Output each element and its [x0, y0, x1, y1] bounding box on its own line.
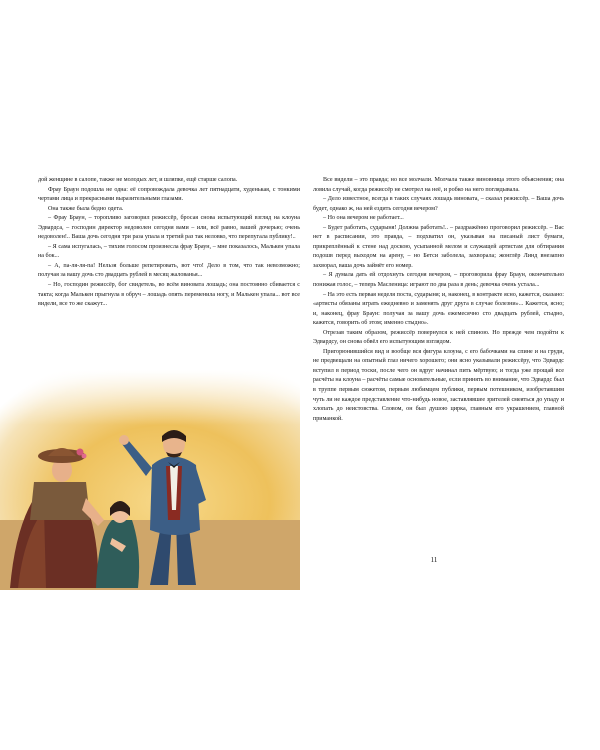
paragraph: – На это есть первая неделя поста, сударыня; и, наконец, в контракте ясно, кажется, сказано: «артисты обязаны играть ежедневно и заменять друг друга в случае болезни»... Кажется, ясно; и, наконец, фрау Браун: получая за вашу дочь ежемесячно сто двадцать рублей, стыдно, кажется, говорить об этом; именно стыдно». — [313, 291, 564, 327]
right-column — [313, 176, 564, 424]
paragraph: Фрау Браун подошла не одна: её сопровождала девочка лет пятнадцати, худенькая, с тонкими чертами лица и прекрасными выразительными глазами. — [38, 186, 300, 203]
paragraph: Она также была бедно одета. — [48, 205, 124, 212]
circus-illustration — [0, 370, 300, 590]
paragraph: Пригорюнившийся вид и вообще вся фигура клоуна, с его бабочками на спине и на груди, не предвещали на опытный глаз ничего хорошего; они ясно указывали режиссёру, что Эдвардс вступил в период тоски, после чего он вдруг начинал пить мёртвую; и тогда уже прощай все расчёты на клоуна – расчёты самые основательные, если принять во внимание, что Эдвардс был в труппе первым сюжетом, первым любимцем публики, первым потешником, изобретавшим чуть ли не каждое представление что-нибудь новое, заставлявшее зрителей смеяться до упаду и хлопать до неистовства. Словом, он был душою цирка, главным его украшением, главной приманкой. — [313, 348, 564, 422]
paragraph: дой женщине в салопе, также не молодых лет, и шляпке, ещё старше салопа. — [38, 177, 238, 183]
paragraph: – Но она вечером не работает... — [323, 215, 404, 222]
page-number: 11 — [430, 556, 438, 564]
paragraph: – Но, господин режиссёр, бог свидетель, во всём виновата лошадь; она постоянно сбивается с такта; когда Малькен прыгнула в обруч – лошадь опять переменила ногу, и Малькен упала... вот все видели, все то же скажут... — [38, 282, 300, 308]
paragraph: – Фрау Браун, – торопливо заговорил режиссёр, бросая снова испытующий взгляд на клоуна Эдвардса, – господин директор недоволен сегодня вами – или, всё равно, вашей дочерью; очень недоволен!.. Ваша дочь сегодня три раза упала и третий раз так неловко, что перепугала публику!.. — [38, 215, 300, 241]
paragraph: – Дело известное, всегда в таких случаях лошадь виновата, – сказал режиссёр. – Ваша дочь будет, однако ж, на ней ездить сегодня вечером? — [313, 196, 564, 212]
paragraph: Все видели – это правда; но все молчали. Молчала также виновница этого объяснения; она ловила случай, когда режиссёр не смотрел на неё, и робко на него поглядывала. — [313, 177, 564, 193]
left-column — [38, 176, 300, 310]
paragraph: – Я думала дать ей отдохнуть сегодня вечером, – проговорила фрау Браун, окончательно понижая голос, – теперь Масленица: играют по два раза в день; девочка очень устала... — [313, 272, 564, 289]
paragraph: Отрезав таким образом, режиссёр повернулся к ней спиною. Но прежде чем подойти к Эдвардсу, он снова обвёл его испытующим взглядом. — [313, 329, 564, 346]
paragraph: – Я сама испугалась, – тихим голосом произнесла фрау Браун, – мне показалось, Малькен упала на бок... — [38, 243, 300, 260]
paragraph: – А, па-ля-ля-па! Нельзя больше репетировать, вот что! Дело в том, что так невозможно; получая за вашу дочь сто двадцать рублей в месяц жалованья... — [38, 262, 300, 279]
paragraph: – Будет работать, сударыня! Должна работать!.. – раздражённо проговорил режиссёр. – Вас нет в расписании, это правда, – подхватил он, указывая на писаный лист бумаги, прикреплённый к стене над доскою, усыпанной мелом и служащей артистам для обтирания подошв перед выходом на арену, – но Бетси заболела, захворала; жонглёр Линд внезапно захворал, ваша дочь займёт его номер. — [313, 224, 564, 269]
